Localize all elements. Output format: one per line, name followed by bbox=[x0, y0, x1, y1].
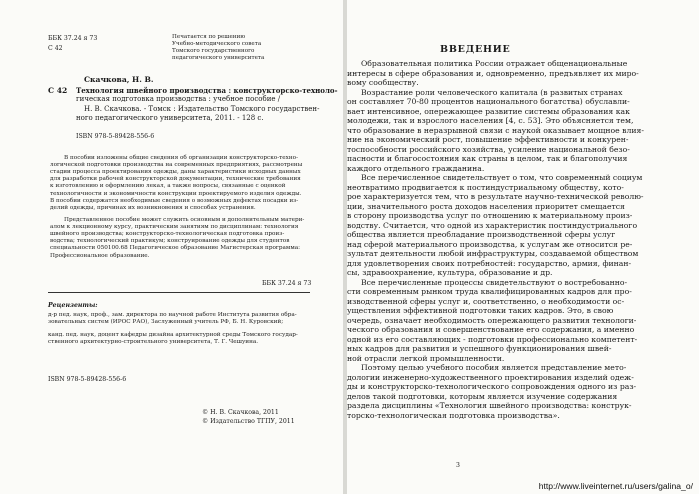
paragraph-line: делов такой подготовки, которым является изучение содержания bbox=[347, 391, 618, 401]
paragraph-line: одной из его составляющих - подготовки профессионально компетент- bbox=[347, 334, 638, 344]
separator-rule bbox=[48, 292, 310, 293]
paragraph-line: каждого отдельного гражданина. bbox=[347, 163, 485, 173]
right-page bbox=[347, 0, 699, 494]
paragraph-line: уществления эффективной подготовки таких кадров. Это, в свою bbox=[347, 306, 614, 315]
paragraph-line: молодежи, так и взрослого населения [4, с. 53]. Это объясняется тем, bbox=[347, 116, 634, 125]
paragraph-line: для удовлетворения своих потребностей: государство, армия, финан- bbox=[347, 258, 632, 268]
paragraph-line: ческого образования и совершенствование его содержания, а именно bbox=[347, 325, 635, 334]
introduction-text bbox=[347, 59, 649, 420]
udc-code: С 42 bbox=[48, 45, 63, 52]
paragraph-line: изводственной сферы услуг и, соответственно, о необходимости ос- bbox=[347, 296, 625, 306]
paragraph-line: тоспособности российского хозяйства, усиление национальной безо- bbox=[347, 144, 630, 154]
paragraph-line: Поэтому целью учебного пособия является представление мето- bbox=[361, 363, 627, 372]
paragraph-line: торско-технологическая подготовка производства». bbox=[347, 410, 560, 420]
paragraph bbox=[347, 88, 649, 174]
bbk-code-bottom: ББК 37.24 я 73 bbox=[262, 280, 312, 287]
paragraph-line: водству. Считается, что одной из характеристик постиндустриального bbox=[347, 220, 638, 230]
paragraph-line: раздела дисциплины «Технология швейного производства: конструк- bbox=[347, 401, 632, 410]
isbn-top: ISBN 978-5-89428-556-6 bbox=[76, 133, 155, 140]
paragraph bbox=[347, 278, 649, 364]
paragraph-line: Все перечисленные процессы свидетельствуют о востребованно- bbox=[361, 277, 628, 287]
paragraph-line: очередь, означает необходимость опережающего развития технологи- bbox=[347, 315, 637, 325]
catalog-code: С 42 bbox=[48, 86, 68, 95]
paragraph-line: ние на экономический рост, повышение эффективности и конкурен- bbox=[347, 135, 629, 144]
paragraph-line: пасности и благосостояния как страны в целом, так и благополучия bbox=[347, 154, 628, 163]
paragraph-line: общества является преобладание производственной сферы услуг bbox=[347, 230, 616, 239]
paragraph-line: вает интенсивное, опережающее развитие системы образования как bbox=[347, 106, 630, 116]
page-number: 3 bbox=[456, 462, 460, 469]
paragraph-line: сы, здравоохранение, культура, образование и др. bbox=[347, 268, 553, 277]
paragraph-line: Возрастание роли человеческого капитала (в развитых странах bbox=[361, 87, 623, 97]
paragraph-line: ной отрасли легкой промышленности. bbox=[347, 353, 505, 363]
watermark-url: http://www.liveinternet.ru/users/galina_o/ bbox=[538, 481, 693, 491]
paragraph-line: в сторону производства услуг по отношению к материальному произ- bbox=[347, 211, 633, 220]
bbk-code-top: ББК 37.24 я 73 bbox=[48, 35, 98, 42]
paragraph-line: рое характеризуется тем, что в результате научно-технической револю- bbox=[347, 192, 644, 201]
paragraph bbox=[347, 173, 649, 278]
paragraph-line: ды и конструкторско-технологического сопровождения одного из раз- bbox=[347, 382, 637, 391]
paragraph-line: Образовательная политика России отражает общенациональные bbox=[361, 59, 628, 68]
paragraph-line: неотвратимо продвигается к постиндустриальному обществу, кото- bbox=[347, 182, 624, 192]
paragraph-line: зультат деятельности любой инфраструктуры, создаваемой обществом bbox=[347, 249, 639, 258]
section-heading: ВВЕДЕНИЕ bbox=[440, 44, 511, 55]
left-page: ББК 37.24 я 73 С 42 Печатается по решению Учебно-методического совета Томского государственного педагогического университета Скачкова, Н. В. С 42 Технология швейного производства : конструкторско-техноло- гическая подготовка производства : учебное пособие / Н. В. Скачкова. - Томск : Издательство Томского государствен- ного педагогического университета, 2011. - 128 с. ISBN 978-5-89428-556-6 В пособии изложены общие сведения об организации конструкторско-техно- логической подготовки производства на современных предприятиях, рассмотрены стадии процесса проектирования одежды, даны характеристики исходных данных для разработки рабочей конструкторской документации, технические требования к изготовлению и оформлению лекал, а также вопросы, связанные с оценкой технологичности и экономичности конструкции проектируемого изделия одежды. В пособии содержатся необходимые сведения о возможных дефектах посадки из- делий одежды, причинах их возникновения и способах устранения. Представленное пособие может служить основным и дополнительным матери- алом к лекционному курсу, практическим занятиям по дисциплинам: технология швейного производства; конструкторско-технологическая подготовка произ- водства; технологический практикум; конструирование одежды для студентов специальности 050100.68 Педагогическое образование Магистерская программа: Профессиональное образование. ББК 37.24 я 73 Рецензенты: д-р пед. наук, проф., зам. директора по научной работе Института развития обра- зовательных систем (ИРОС РАО), Заслуженный учитель РФ, Б. Н. Куровский; канд. пед. наук, доцент кафедры дизайна архитектурной среды Томского государ- ственного архитектурно-строительного университета, Т. Г. Чешуина. ISBN 978-5-89428-556-6 © Н. В. Скачкова, 2011 © Издательство ТГПУ, 2011 bbox=[0, 0, 344, 494]
reviewers-title: Рецензенты: bbox=[48, 302, 98, 309]
paragraph-line: что образование в неразрывной связи с наукой оказывает мощное влия- bbox=[347, 125, 644, 135]
paragraph-line: интересы в сфере образования и, одновременно, предъявляет их миро- bbox=[347, 68, 639, 78]
author-name: Скачкова, Н. В. bbox=[84, 75, 154, 84]
paragraph-line: он составляет 70-80 процентов национального богатства) обуславли- bbox=[347, 97, 630, 106]
paragraph bbox=[347, 363, 649, 420]
paragraph-line: дологии инженерно-художественного проектирования изделий одеж- bbox=[347, 372, 634, 382]
paragraph-line: Все перечисленное свидетельствует о том, что современный социум bbox=[361, 173, 643, 182]
paragraph-line: сти современным рынком труда квалифицированных кадров для про- bbox=[347, 287, 632, 296]
paragraph-line: вому сообществу. bbox=[347, 78, 419, 87]
isbn-bottom: ISBN 978-5-89428-556-6 bbox=[48, 376, 127, 383]
paragraph-line: ных кадров для развития и успешного функционирования швей- bbox=[347, 344, 612, 353]
paragraph bbox=[347, 59, 649, 88]
paragraph-line: над сферой материального производства, к услугам же относится ре- bbox=[347, 239, 633, 249]
paragraph-line: ции, значительного роста доходов населения приоритет смещается bbox=[347, 201, 625, 211]
